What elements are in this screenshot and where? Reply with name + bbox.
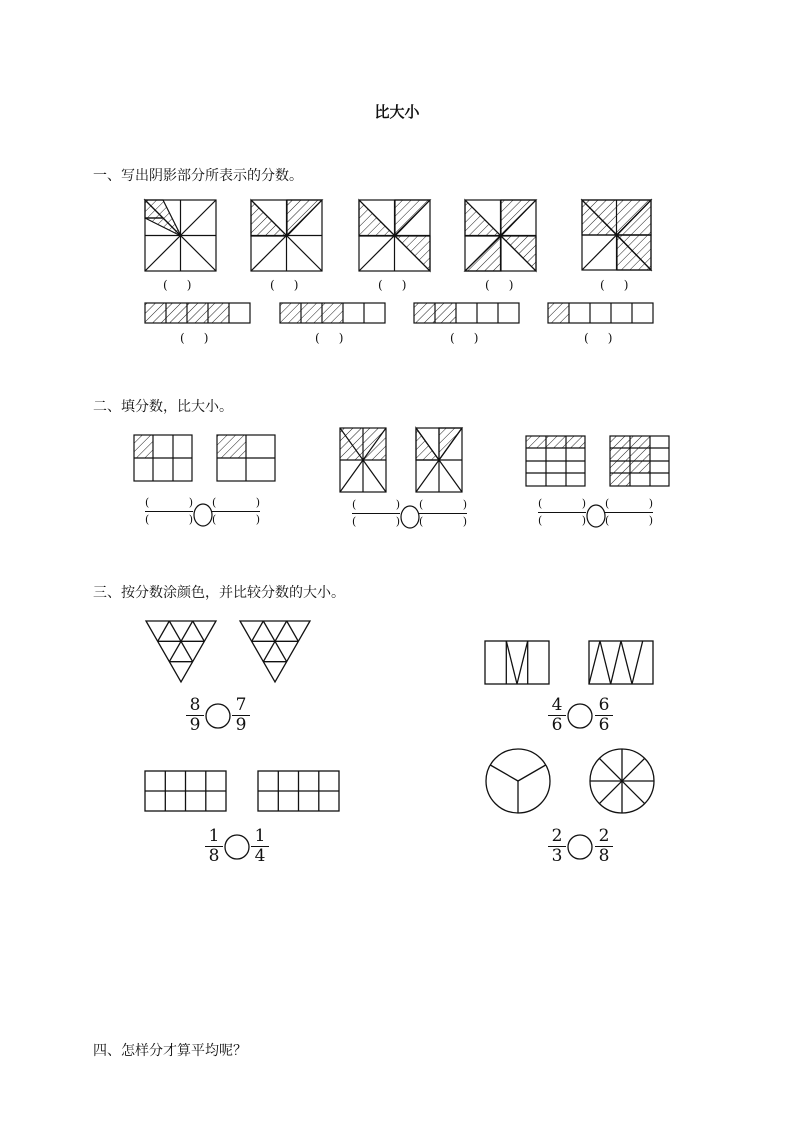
fraction-bar-1 (145, 303, 250, 323)
answer-blank-bar-1[interactable]: ( ) (180, 331, 209, 345)
compare-grid-1a (134, 435, 192, 481)
section-1-heading: 一、写出阴影部分所表示的分数。 (93, 168, 303, 184)
fraction-blank-1b[interactable]: ( ) ( ) (212, 496, 260, 526)
section-3-heading: 三、按分数涂颜色，并比较分数的大小。 (93, 585, 345, 601)
fraction-blank-2b[interactable]: ( ) ( ) (419, 498, 467, 528)
fraction-square-2 (251, 200, 322, 271)
answer-blank-bar-3[interactable]: ( ) (450, 331, 479, 345)
fraction-bars-left: 1 8 (205, 828, 223, 865)
fraction-square-1 (145, 200, 216, 271)
fraction-bar-2 (280, 303, 385, 323)
answer-blank-square-3[interactable]: ( ) (378, 278, 407, 292)
fraction-blank-2a[interactable]: ( ) ( ) (352, 498, 400, 528)
section-4-heading: 四、怎样分才算平均呢？ (93, 1043, 247, 1059)
compare-grid-1b (217, 435, 275, 481)
fraction-bars-right: 1 4 (251, 828, 269, 865)
compare-circle-rects[interactable] (568, 704, 592, 728)
fraction-circles-right: 2 8 (595, 828, 613, 865)
triangle-figure-right (240, 621, 310, 682)
compare-oval-1[interactable] (194, 504, 212, 526)
circle-eighths (590, 749, 654, 813)
compare-grid-3b (610, 436, 669, 486)
compare-circle-triangles[interactable] (206, 704, 230, 728)
zigzag-rect-left (485, 641, 549, 684)
compare-circle-bars[interactable] (225, 835, 249, 859)
page-title: 比大小 (374, 103, 420, 121)
fraction-square-5 (582, 200, 651, 270)
answer-blank-bar-2[interactable]: ( ) (315, 331, 344, 345)
fraction-blank-3a[interactable]: ( ) ( ) (538, 497, 586, 527)
fraction-circles-left: 2 3 (548, 828, 566, 865)
compare-square-2b (416, 428, 462, 492)
triangle-figure-left (146, 621, 216, 682)
fraction-rects-right: 6 6 (595, 697, 613, 734)
fraction-square-4 (465, 200, 536, 271)
fraction-bar-3 (414, 303, 519, 323)
answer-blank-square-4[interactable]: ( ) (485, 278, 514, 292)
fraction-triangles-left: 8 9 (186, 697, 204, 734)
compare-square-2a (340, 428, 386, 492)
fraction-triangles-right: 7 9 (232, 697, 250, 734)
compare-oval-2[interactable] (401, 506, 419, 528)
answer-blank-square-1[interactable]: ( ) (163, 278, 192, 292)
compare-oval-3[interactable] (587, 505, 605, 527)
fraction-square-3 (359, 200, 430, 271)
answer-blank-bar-4[interactable]: ( ) (584, 331, 613, 345)
zigzag-rect-right (589, 641, 653, 684)
answer-blank-square-2[interactable]: ( ) (270, 278, 299, 292)
grid-rect-left (145, 771, 226, 811)
answer-blank-square-5[interactable]: ( ) (600, 278, 629, 292)
fraction-rects-left: 4 6 (548, 697, 566, 734)
fraction-blank-1a[interactable]: ( ) ( ) (145, 496, 193, 526)
fraction-bar-4 (548, 303, 653, 323)
grid-rect-right (258, 771, 339, 811)
compare-circle-circles[interactable] (568, 835, 592, 859)
section-2-heading: 二、填分数，比大小。 (93, 399, 233, 415)
fraction-blank-3b[interactable]: ( ) ( ) (605, 497, 653, 527)
compare-grid-3a (526, 436, 585, 486)
circle-thirds (486, 749, 550, 813)
